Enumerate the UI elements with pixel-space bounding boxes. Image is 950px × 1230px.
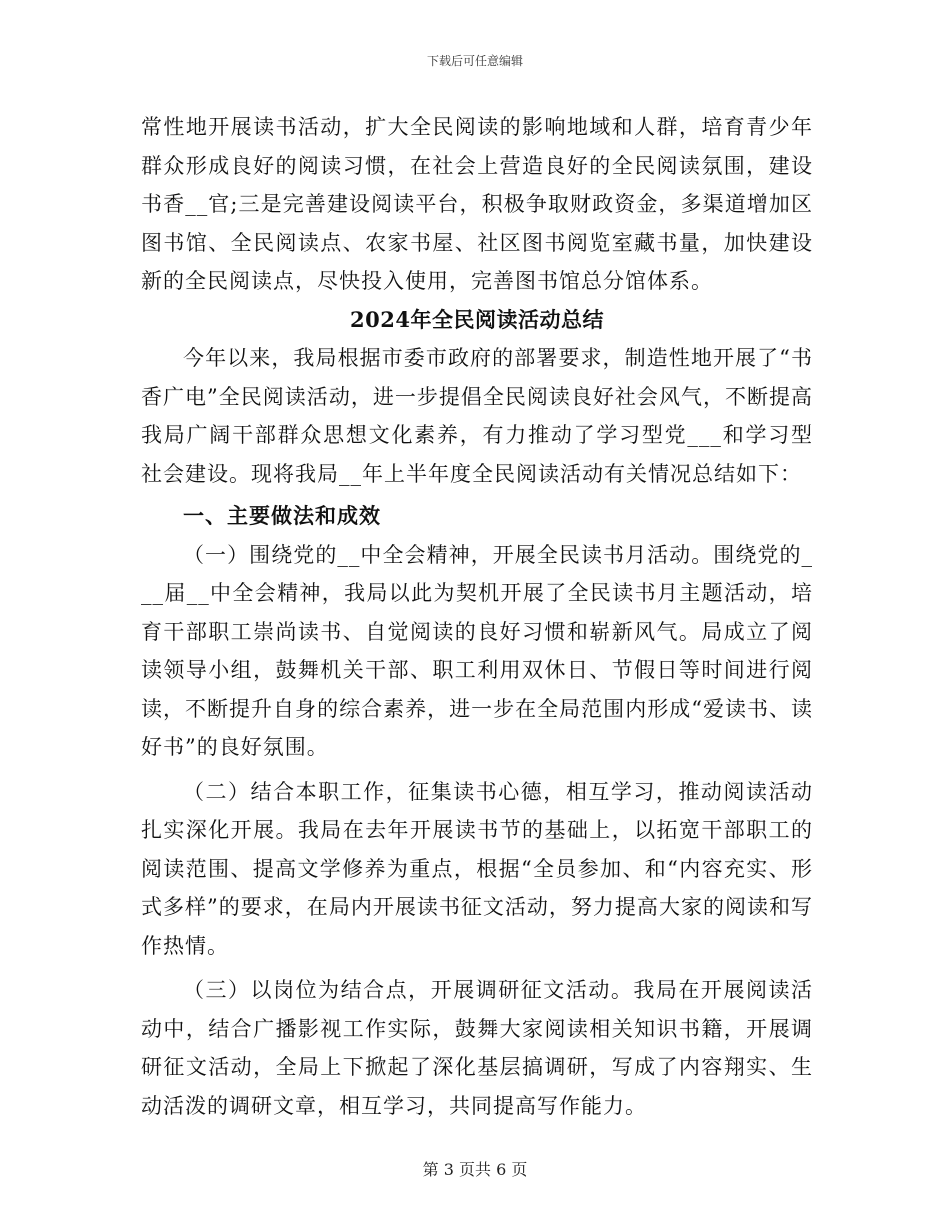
body-paragraph-3: （三）以岗位为结合点，开展调研征文活动。我局在开展阅读活动中，结合广播影视工作实际，鼓舞大家阅读相关知识书籍，开展调研征文活动，全局上下掀起了深化基层搞调研，写成了内容翔实、生动活泼的调研文章，相互学习，共同提高写作能力。: [141, 978, 813, 1118]
article-title: 2024年全民阅读活动总结: [350, 306, 604, 332]
body-paragraph-2: （二）结合本职工作，征集读书心德，相互学习，推动阅读活动扎实深化开展。我局在去年开展读书节的基础上，以拓宽干部职工的阅读范围、提高文学修养为重点，根据“全员参加、和“内容充实、形式多样”的要求，在局内开展读书征文活动，努力提高大家的阅读和写作热情。: [141, 779, 813, 958]
body-paragraph-1: （一）围绕党的__中全会精神，开展全民读书月活动。围绕党的___届__中全会精神，我局以此为契机开展了全民读书月主题活动，培育干部职工崇尚读书、自觉阅读的良好习惯和崭新风气。局成立了阅读领导小组，鼓舞机关干部、职工利用双休日、节假日等时间进行阅读，不断提升自身的综合素养，进一步在全局范围内形成“爱读书、读好书”的良好氛围。: [141, 542, 813, 759]
document-body: [141, 108, 813, 1125]
page-header-note: 下载后可任意编辑: [426, 54, 523, 68]
intro-paragraph: 今年以来，我局根据市委市政府的部署要求，制造性地开展了“书香广电”全民阅读活动，进一步提倡全民阅读良好社会风气，不断提高我局广阔干部群众思想文化素养，有力推动了学习型党___和学习型社会建设。现将我局__年上半年度全民阅读活动有关情况总结如下：: [141, 346, 813, 486]
page-number: 第 3 页共 6 页: [422, 1160, 528, 1179]
section-heading: 一、主要做法和成效: [183, 503, 381, 528]
continuation-paragraph: 常性地开展读书活动，扩大全民阅读的影响地域和人群，培育青少年群众形成良好的阅读习惯，在社会上营造良好的全民阅读氛围，建设书香__官;三是完善建设阅读平台，积极争取财政资金，多渠道增加区图书馆、全民阅读点、农家书屋、社区图书阅览室藏书量，加快建设新的全民阅读点，尽快投入使用，完善图书馆总分馆体系。: [141, 115, 813, 293]
